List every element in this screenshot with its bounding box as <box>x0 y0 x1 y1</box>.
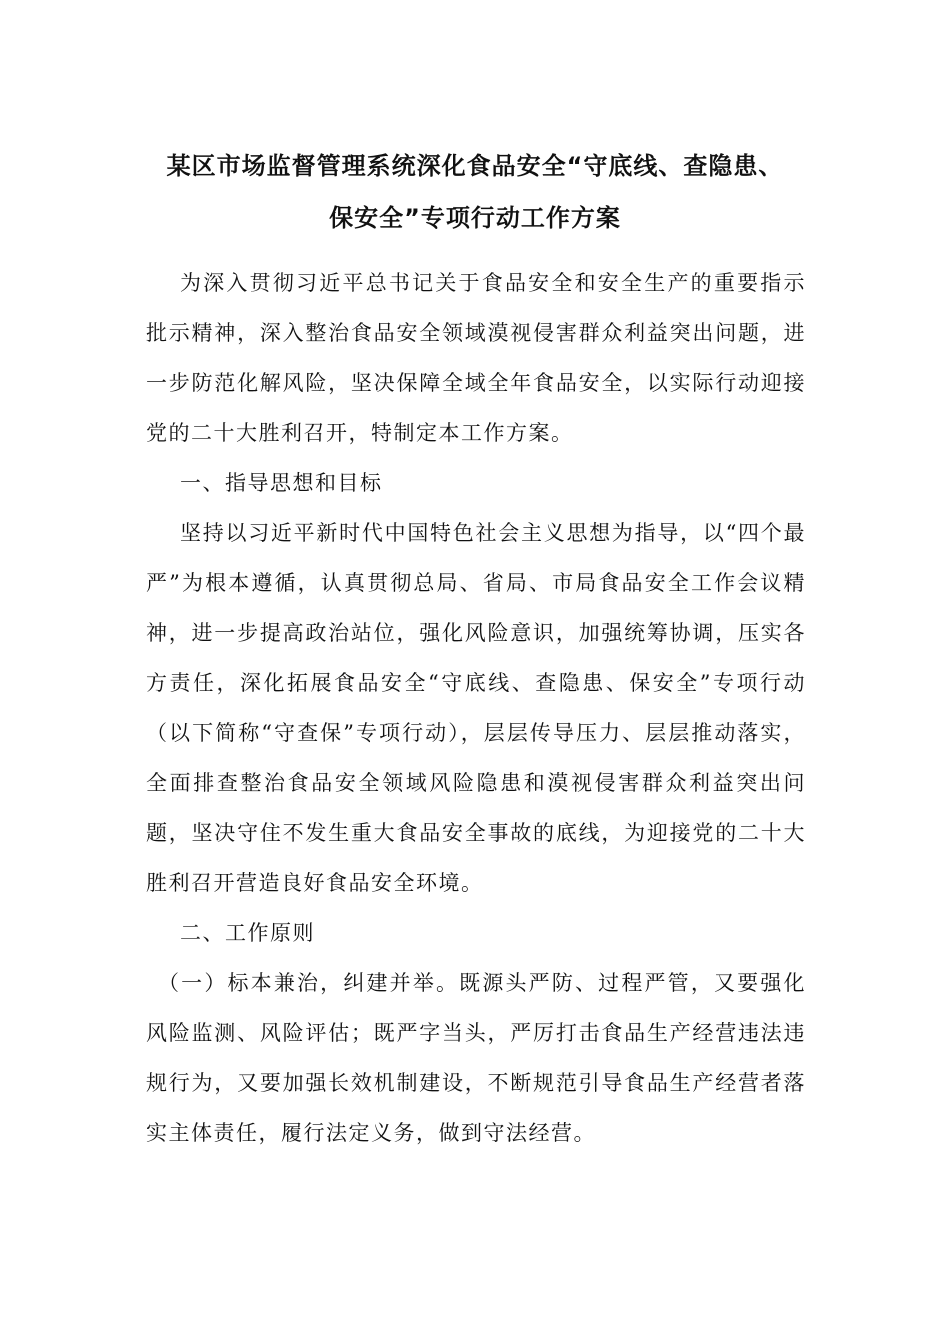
principle-paragraph-1: （一）标本兼治，纠建并举。既源头严防、过程严管，又要强化风险监测、风险评估；既严字当头，严厉打击食品生产经营违法违规行为，又要加强长效机制建设，不断规范引导食品生产经营者落实主体责任，履行法定义务，做到守法经营。 <box>146 971 806 1145</box>
guiding-thought-paragraph: 坚持以习近平新时代中国特色社会主义思想为指导，以“四个最严”为根本遵循，认真贯彻总局、省局、市局食品安全工作会议精神，进一步提高政治站位，强化风险意识，加强统筹协调，压实各方责任，深化拓展食品安全“守底线、查隐患、保安全”专项行动（以下简称“守查保”专项行动），层层传导压力、层层推动落实，全面排查整治食品安全领域风险隐患和漠视侵害群众利益突出问题，坚决守住不发生重大食品安全事故的底线，为迎接党的二十大胜利召开营造良好食品安全环境。 <box>146 521 806 895</box>
section-heading-guiding-thought: 一、指导思想和目标 <box>180 471 383 495</box>
intro-paragraph: 为深入贯彻习近平总书记关于食品安全和安全生产的重要指示批示精神，深入整治食品安全领域漠视侵害群众利益突出问题，进一步防范化解风险，坚决保障全域全年食品安全，以实际行动迎接党的二十大胜利召开，特制定本工作方案。 <box>146 271 806 445</box>
document-title-line-2: 保安全”专项行动工作方案 <box>329 204 621 232</box>
document-body <box>146 258 806 1158</box>
document-title-line-1: 某区市场监督管理系统深化食品安全“守底线、查隐患、 <box>166 152 784 180</box>
section-heading-work-principles: 二、工作原则 <box>180 921 315 945</box>
